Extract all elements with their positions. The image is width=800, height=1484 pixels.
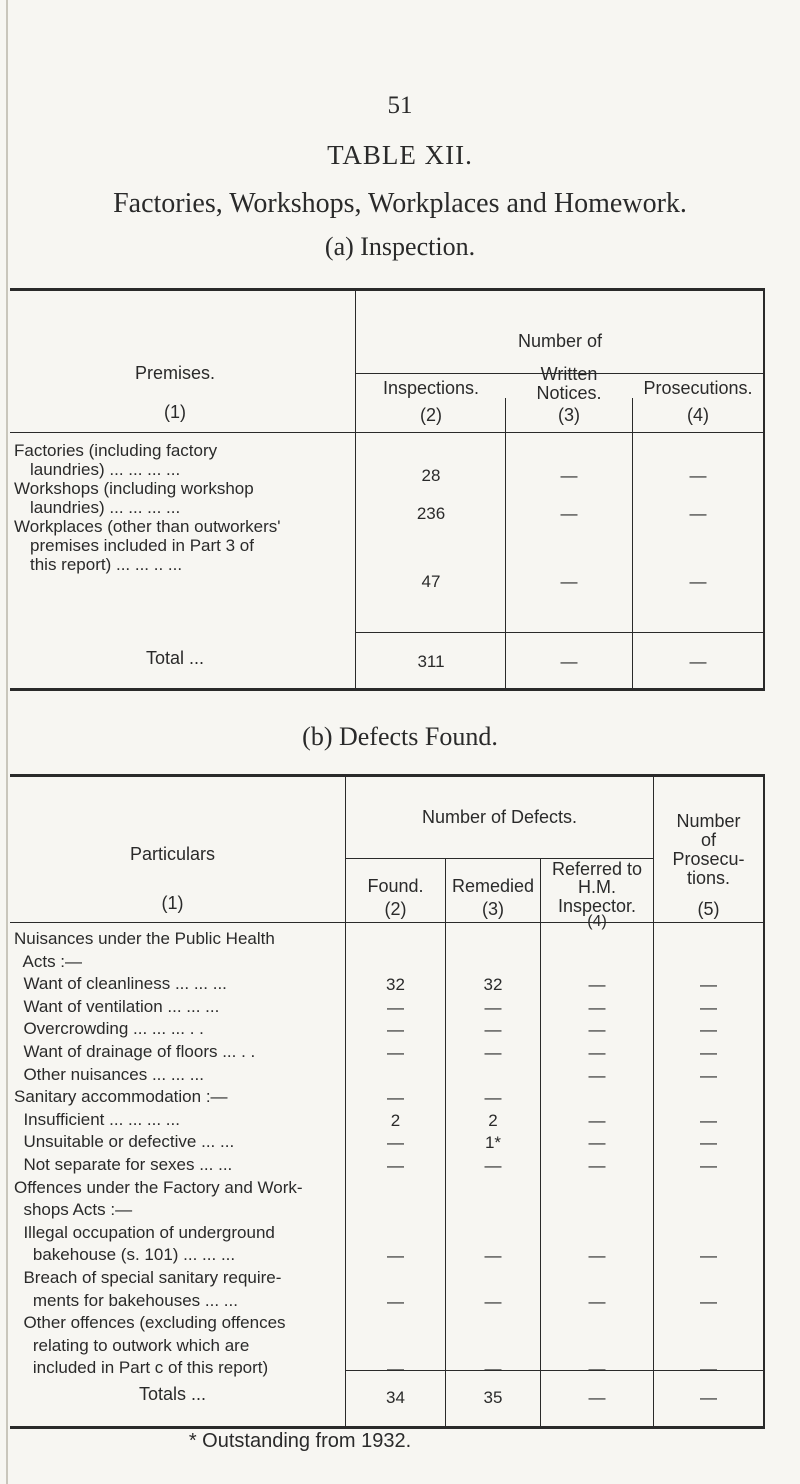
defect-referred-value: — — [588, 1066, 606, 1085]
inspections-header: Inspections. — [382, 378, 480, 398]
inspections-value: 28 — [421, 466, 441, 485]
defect-referred-value: — — [588, 1133, 606, 1152]
defect-particular: ments for bakehouses ... ... — [14, 1291, 238, 1310]
total-notices: — — [560, 652, 578, 671]
defect-remedied-value: 32 — [483, 975, 503, 994]
defect-particular: Other offences (excluding offences — [14, 1313, 286, 1332]
defect-found-value: — — [387, 1156, 404, 1175]
defect-prosecutions-value: — — [700, 1043, 717, 1062]
defect-found-value: — — [387, 998, 404, 1017]
notices-value: — — [560, 504, 578, 523]
prosecutions-value: — — [689, 466, 707, 485]
table-title: TABLE XII. — [327, 140, 473, 170]
table-b-right-border — [763, 777, 765, 1427]
defect-referred-value: — — [588, 1359, 606, 1378]
defect-prosecutions-value: — — [700, 1156, 717, 1175]
found-col-num: (2) — [384, 899, 407, 919]
defect-prosecutions-value: — — [700, 1359, 717, 1378]
prosecutions-header-3: Prosecu- — [672, 849, 745, 869]
referred-col-num: (4) — [587, 913, 607, 930]
defect-particular: relating to outwork which are — [14, 1336, 250, 1355]
written-notices-header-1: Written — [540, 364, 598, 384]
premises-label: premises included in Part 3 of — [30, 536, 254, 555]
remedied-header: Remedied — [451, 876, 535, 896]
defect-particular: bakehouse (s. 101) ... ... ... — [14, 1245, 236, 1264]
defect-particular: Overcrowding ... ... ... . . — [14, 1019, 204, 1038]
prosecutions-col-num: (5) — [697, 899, 720, 919]
defect-prosecutions-value: — — [700, 998, 717, 1017]
found-header: Found. — [367, 876, 424, 896]
totals-remedied: 35 — [483, 1388, 503, 1407]
premises-header: Premises. — [134, 363, 215, 383]
written-notices-col-num: (3) — [558, 405, 580, 425]
document-subtitle: Factories, Workshops, Workplaces and Homework. — [113, 188, 687, 219]
defect-found-value: — — [387, 1020, 404, 1039]
defect-referred-value: — — [588, 1043, 606, 1062]
table-a-col-divider-2 — [505, 398, 506, 689]
table-a-header-rule — [10, 432, 763, 433]
defect-referred-value: — — [588, 1020, 606, 1039]
premises-col-num: (1) — [164, 402, 186, 422]
defect-found-value: — — [387, 1359, 404, 1378]
defect-remedied-value: — — [484, 1020, 502, 1039]
defect-particular: Want of drainage of floors ... . . — [14, 1042, 256, 1061]
number-of-header: Number of — [517, 331, 603, 351]
defect-referred-value: — — [588, 1292, 606, 1311]
prosecutions-value: — — [689, 504, 707, 523]
defect-particular: shops Acts :— — [14, 1200, 133, 1219]
defect-particular: Other nuisances ... ... ... — [14, 1065, 204, 1084]
prosecutions-value: — — [689, 572, 707, 591]
table-b-top-rule — [10, 774, 765, 777]
defect-particular: Breach of special sanitary require- — [14, 1268, 282, 1287]
defect-referred-value: — — [588, 1246, 606, 1265]
table-a-total-rule — [356, 632, 763, 633]
section-a-title: (a) Inspection. — [324, 232, 476, 261]
premises-label: this report) ... ... .. ... — [30, 555, 183, 574]
table-a-top-rule — [10, 288, 765, 291]
defect-remedied-value: — — [484, 1043, 502, 1062]
defect-found-value: 2 — [390, 1111, 401, 1130]
total-inspections: 311 — [417, 652, 445, 671]
inspections-col-num: (2) — [420, 405, 442, 425]
defect-remedied-value: — — [484, 998, 502, 1017]
defect-remedied-value: — — [484, 1156, 502, 1175]
notices-value: — — [560, 466, 578, 485]
premises-label: laundries) ... ... ... ... — [30, 498, 181, 517]
defect-remedied-value: — — [484, 1292, 502, 1311]
defect-particular: Want of ventilation ... ... ... — [14, 997, 220, 1016]
prosecutions-header-4: tions. — [686, 868, 731, 888]
particulars-col-num: (1) — [161, 893, 184, 913]
defect-prosecutions-value: — — [700, 1066, 717, 1085]
number-of-defects-header: Number of Defects. — [421, 807, 578, 827]
inspections-value: 236 — [416, 504, 446, 523]
defect-particular: Unsuitable or defective ... ... — [14, 1132, 235, 1151]
defect-found-value: — — [387, 1292, 404, 1311]
table-a-bottom-rule — [10, 688, 765, 691]
section-b-title: (b) Defects Found. — [302, 722, 498, 751]
premises-label: laundries) ... ... ... ... — [30, 460, 181, 479]
prosecutions-header-2: of — [700, 830, 716, 850]
inspections-value: 47 — [421, 572, 441, 591]
totals-referred: — — [588, 1388, 606, 1407]
defect-referred-value: — — [588, 975, 606, 994]
defect-remedied-value: — — [484, 1359, 502, 1378]
remedied-col-num: (3) — [482, 899, 504, 919]
defect-particular: Want of cleanliness ... ... ... — [14, 974, 227, 993]
totals-label: Totals ... — [138, 1384, 207, 1404]
defect-referred-value: — — [588, 1111, 606, 1130]
prosecutions-col-num: (4) — [687, 405, 709, 425]
table-a-col-divider-3 — [632, 398, 633, 689]
defect-prosecutions-value: — — [700, 1111, 717, 1130]
defect-remedied-value: 2 — [488, 1111, 498, 1130]
defect-particular: Not separate for sexes ... ... — [14, 1155, 233, 1174]
totals-found: 34 — [386, 1388, 405, 1407]
notices-value: — — [560, 572, 578, 591]
totals-prosecutions: — — [700, 1388, 717, 1407]
defect-prosecutions-value: — — [700, 1020, 717, 1039]
defect-particular: Illegal occupation of underground — [14, 1223, 275, 1242]
total-prosecutions: — — [689, 652, 707, 671]
defect-particular: Acts :— — [14, 952, 83, 971]
referred-header-2: H.M. — [578, 877, 616, 897]
defect-remedied-value: — — [484, 1246, 502, 1265]
premises-label: Workshops (including workshop — [14, 479, 254, 498]
page-number: 51 — [387, 92, 413, 119]
defect-remedied-value: 1* — [484, 1133, 502, 1152]
referred-header-1: Referred to — [551, 859, 643, 879]
defect-prosecutions-value: — — [700, 1246, 717, 1265]
defect-particular: Offences under the Factory and Work- — [14, 1178, 303, 1197]
defect-found-value: — — [387, 1043, 404, 1062]
defect-found-value: — — [387, 1088, 404, 1107]
total-label: Total ... — [145, 648, 205, 668]
defect-found-value: — — [387, 1133, 404, 1152]
defect-prosecutions-value: — — [700, 1292, 717, 1311]
defect-particular: Insufficient ... ... ... ... — [14, 1110, 180, 1129]
defect-found-value: 32 — [386, 975, 405, 994]
defect-prosecutions-value: — — [700, 975, 717, 994]
defect-remedied-value: — — [484, 1088, 502, 1107]
table-b-bottom-rule — [10, 1426, 765, 1429]
defect-particular: included in Part c of this report) — [14, 1358, 269, 1377]
defect-found-value: — — [387, 1246, 404, 1265]
written-notices-header-2: Notices. — [536, 383, 602, 403]
footnote: * Outstanding from 1932. — [188, 1430, 412, 1452]
prosecutions-header: Prosecutions. — [643, 378, 753, 398]
premises-label: Workplaces (other than outworkers' — [14, 517, 281, 536]
premises-label: Factories (including factory — [14, 441, 218, 460]
defect-particular: Nuisances under the Public Health — [14, 929, 275, 948]
prosecutions-header-1: Number — [676, 811, 741, 831]
defect-referred-value: — — [588, 998, 606, 1017]
defect-referred-value: — — [588, 1156, 606, 1175]
defect-prosecutions-value: — — [700, 1133, 717, 1152]
particulars-header: Particulars — [129, 844, 216, 864]
referred-header-3: Inspector. — [557, 896, 637, 916]
defect-particular: Sanitary accommodation :— — [14, 1087, 228, 1106]
